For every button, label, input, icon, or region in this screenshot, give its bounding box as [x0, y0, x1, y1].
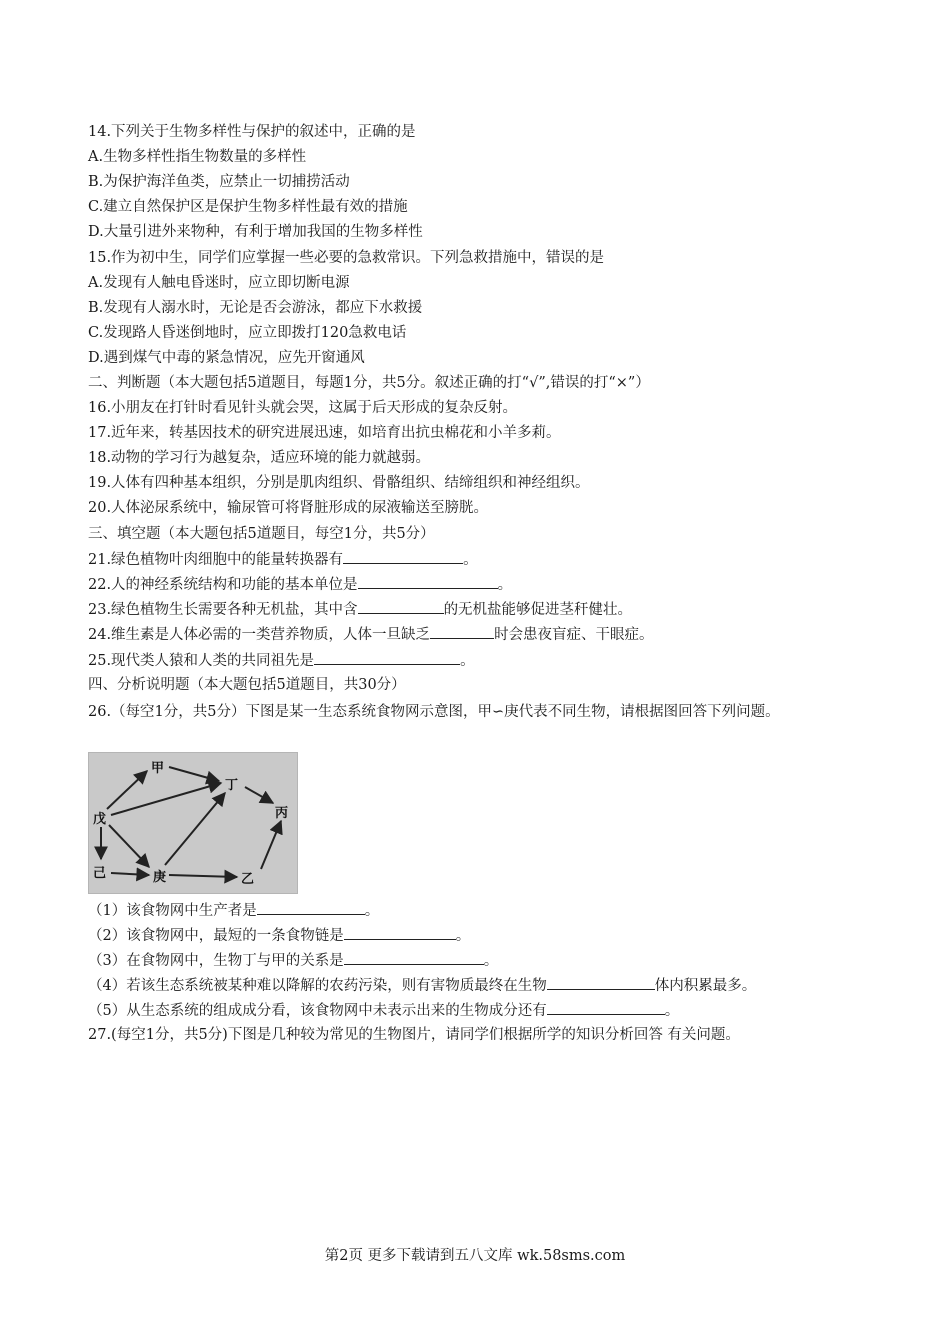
q22	[88, 574, 512, 595]
node-geng: 庚	[153, 870, 167, 885]
q21-end: 。	[463, 552, 478, 568]
arrow-wu-jia	[107, 771, 147, 809]
q14-option-d: D.大量引进外来物种，有利于增加我国的生物多样性	[88, 224, 423, 240]
q24-answer-blank[interactable]	[430, 624, 494, 639]
q26-1-answer-blank[interactable]	[257, 900, 365, 915]
q26-2-answer-blank[interactable]	[344, 925, 456, 940]
q25-text: 25.现代类人猿和人类的共同祖先是	[88, 653, 315, 669]
q26-4	[88, 975, 756, 996]
q14-option-a: A.生物多样性指生物数量的多样性	[88, 149, 307, 165]
node-bing: 丙	[275, 806, 289, 821]
q19: 19.人体有四种基本组织，分别是肌肉组织、骨骼组织、结缔组织和神经组织。	[88, 475, 590, 491]
page-footer: 第2页 更多下载请到五八文库 wk.58sms.com	[324, 1248, 626, 1264]
arrow-wu-geng	[109, 825, 149, 867]
q24-text: 24.维生素是人体必需的一类营养物质，人体一旦缺乏	[88, 627, 431, 643]
arrow-ding-bing	[245, 787, 273, 803]
node-ding: 丁	[225, 778, 239, 793]
q20: 20.人体泌尿系统中，输尿管可将肾脏形成的尿液输送至膀胱。	[88, 500, 489, 516]
q26-5	[88, 1000, 679, 1021]
q22-end: 。	[497, 577, 513, 593]
q25-end: 。	[460, 653, 475, 669]
q17: 17.近年来，转基因技术的研究进展迅速，如培育出抗虫棉花和小羊多莉。	[88, 425, 561, 441]
q15-option-b: B.发现有人溺水时，无论是否会游泳，都应下水救援	[88, 300, 423, 316]
q14-option-b: B.为保护海洋鱼类，应禁止一切捕捞活动	[88, 174, 350, 190]
q26-3-text: （3）在食物网中，生物丁与甲的关系是	[88, 953, 344, 969]
section4-title: 四、分析说明题（本大题包括5道题目，共30分）	[88, 677, 406, 693]
q26-4-end: 体内积累最多。	[654, 978, 757, 994]
node-jia: 甲	[151, 761, 165, 776]
q21-text: 21.绿色植物叶肉细胞中的能量转换器有	[88, 552, 344, 568]
q15-option-a: A.发现有人触电昏迷时，应立即切断电源	[88, 275, 350, 291]
q26-5-end: 。	[664, 1003, 680, 1019]
arrow-yi-bing	[261, 821, 281, 869]
section3-title: 三、填空题（本大题包括5道题目，每空1分，共5分）	[88, 526, 435, 542]
q26-4-text: （4）若该生态系统被某种难以降解的农药污染，则有害物质最终在生物	[88, 978, 547, 994]
q15-option-d: D.遇到煤气中毒的紧急情况，应先开窗通风	[88, 350, 365, 366]
q26-3-answer-blank[interactable]	[344, 950, 484, 965]
q22-text: 22.人的神经系统结构和功能的基本单位是	[88, 577, 358, 593]
q26-stem: 26.（每空1分，共5分）下图是某一生态系统食物网示意图，甲∽庚代表不同生物，请根据图回答下列问题。	[88, 704, 780, 720]
arrow-wu-ding	[111, 783, 221, 815]
q14-option-c: C.建立自然保护区是保护生物多样性最有效的措施	[88, 199, 408, 215]
node-ji: 己	[93, 866, 107, 881]
q26-3	[88, 950, 498, 971]
node-yi: 乙	[241, 872, 255, 887]
q14-stem: 14.下列关于生物多样性与保护的叙述中，正确的是	[88, 124, 416, 140]
q26-2	[88, 925, 470, 946]
q21-answer-blank[interactable]	[343, 549, 463, 564]
q23-end: 的无机盐能够促进茎秆健壮。	[443, 602, 633, 618]
q26-1-text: （1）该食物网中生产者是	[88, 903, 257, 919]
q15-option-c: C.发现路人昏迷倒地时，应立即拨打120急救电话	[88, 325, 407, 341]
q23-text: 23.绿色植物生长需要各种无机盐，其中含	[88, 602, 358, 618]
q25	[88, 650, 475, 671]
q26-2-text: （2）该食物网中，最短的一条食物链是	[88, 928, 344, 944]
section2-title: 二、判断题（本大题包括5道题目，每题1分，共5分。叙述正确的打“√”,错误的打“×”）	[88, 375, 650, 391]
q22-answer-blank[interactable]	[358, 574, 498, 589]
arrow-jia-ding	[169, 767, 219, 781]
food-web-svg	[89, 753, 297, 893]
arrow-geng-yi	[169, 875, 237, 877]
q26-5-answer-blank[interactable]	[547, 1000, 665, 1015]
q25-answer-blank[interactable]	[314, 650, 460, 665]
q23	[88, 599, 632, 620]
q26-5-text: （5）从生态系统的组成成分看，该食物网中未表示出来的生物成分还有	[88, 1003, 547, 1019]
q24	[88, 624, 654, 645]
q23-answer-blank[interactable]	[358, 599, 444, 614]
node-wu: 戊	[93, 812, 107, 827]
q27-stem: 27.(每空1分，共5分)下图是几种较为常见的生物图片，请同学们根据所学的知识分析回答 有关问题。	[88, 1027, 740, 1043]
q21	[88, 549, 478, 570]
q24-end: 时会患夜盲症、干眼症。	[494, 627, 654, 643]
q18: 18.动物的学习行为越复杂，适应环境的能力就越弱。	[88, 450, 431, 466]
q26-2-end: 。	[455, 928, 471, 944]
q26-1-end: 。	[364, 903, 380, 919]
q26-1	[88, 900, 379, 921]
q26-4-answer-blank[interactable]	[547, 975, 655, 990]
q26-3-end: 。	[483, 953, 499, 969]
food-web-diagram	[88, 752, 298, 894]
arrow-geng-ding	[165, 793, 225, 865]
q16: 16.小朋友在打针时看见针头就会哭，这属于后天形成的复杂反射。	[88, 400, 518, 416]
arrow-ji-geng	[111, 873, 149, 875]
q15-stem: 15.作为初中生，同学们应掌握一些必要的急救常识。下列急救措施中，错误的是	[88, 250, 605, 266]
